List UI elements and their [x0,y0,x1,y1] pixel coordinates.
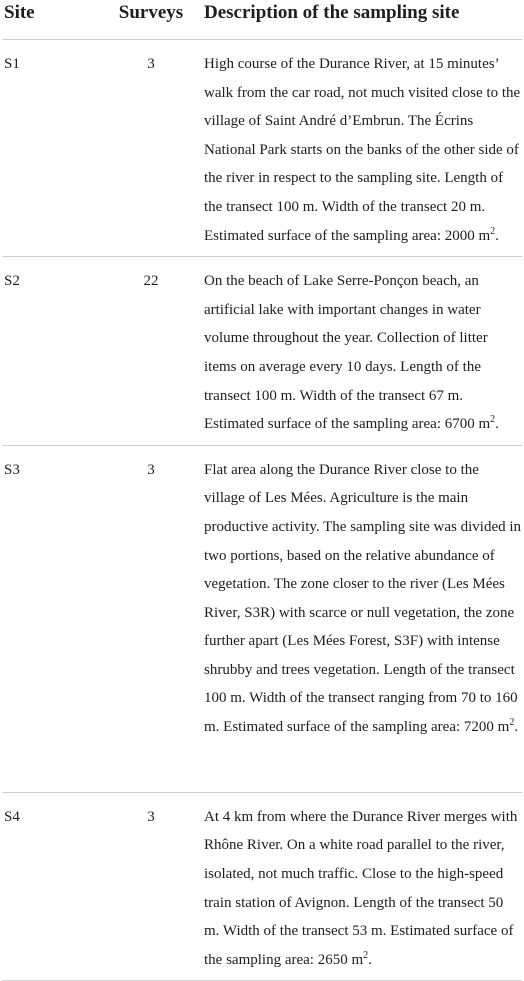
area-unit-exponent: 2 [363,949,369,961]
table-row [2,40,522,257]
description-cell [204,792,522,981]
description-end: . [495,227,499,244]
surveys-cell: 3 [94,792,204,981]
description-cell [204,445,522,792]
description-end: . [495,416,499,433]
description-text: On the beach of Lake Serre-Ponçon beach, an artificial lake with important changes in water volume throughout the year. Collection of litter items on average every 10 days. Length of the transect 100 m. Width of the transect 67 m. Estimated surface of the sampling area: 6700 m [204,273,491,433]
description-cell [204,40,522,257]
surveys-cell: 22 [94,257,204,446]
area-unit-exponent: 2 [490,414,496,426]
table-body [2,40,522,981]
description-text: Flat area along the Durance River close to the village of Les Mées. Agriculture is the main productive activity. The sampling site was divided in two portions, based on the relative abundance of vegetation. The zone closer to the river (Les Mées River, S3R) with scarce or null vegetation, the zone further apart (Les Mées Forest, S3F) with intense shrubby and trees vegetation. Length of the transect 100 m. Width of the transect ranging from 70 to 160 m. Estimated surface of the sampling area: 7200 m [204,461,522,736]
description-end: . [368,951,372,968]
description-cell [204,257,522,446]
header-surveys: Surveys [94,0,204,40]
surveys-cell: 3 [94,40,204,257]
sampling-sites-table [2,0,522,981]
header-site: Site [2,0,94,40]
table-row [2,445,522,792]
header-description: Description of the sampling site [204,0,522,40]
area-unit-exponent: 2 [509,717,515,729]
area-unit-exponent: 2 [490,225,496,237]
header-row [2,0,522,40]
table-row [2,792,522,981]
site-cell: S2 [2,257,94,446]
surveys-cell: 3 [94,445,204,792]
site-cell: S1 [2,40,94,257]
table-header [2,0,522,40]
description-text: At 4 km from where the Durance River merges with Rhône River. On a white road parallel to the river, isolated, not much traffic. Close to the high-speed train station of Avignon. Length of the transect 50 m. Width of the transect 53 m. Estimated surface of the sampling area: 2650 m [204,808,518,968]
table-row [2,257,522,446]
description-end: . [514,719,519,736]
site-cell: S4 [2,792,94,981]
site-cell: S3 [2,445,94,792]
description-text: High course of the Durance River, at 15 minutes’ walk from the car road, not much visited close to the village of Saint André d’Embrun. The Écrins National Park starts on the banks of the other side of the river in respect to the sampling site. Length of the transect 100 m. Width of the transect 20 m. Estimated surface of the sampling area: 2000 m [204,56,521,244]
